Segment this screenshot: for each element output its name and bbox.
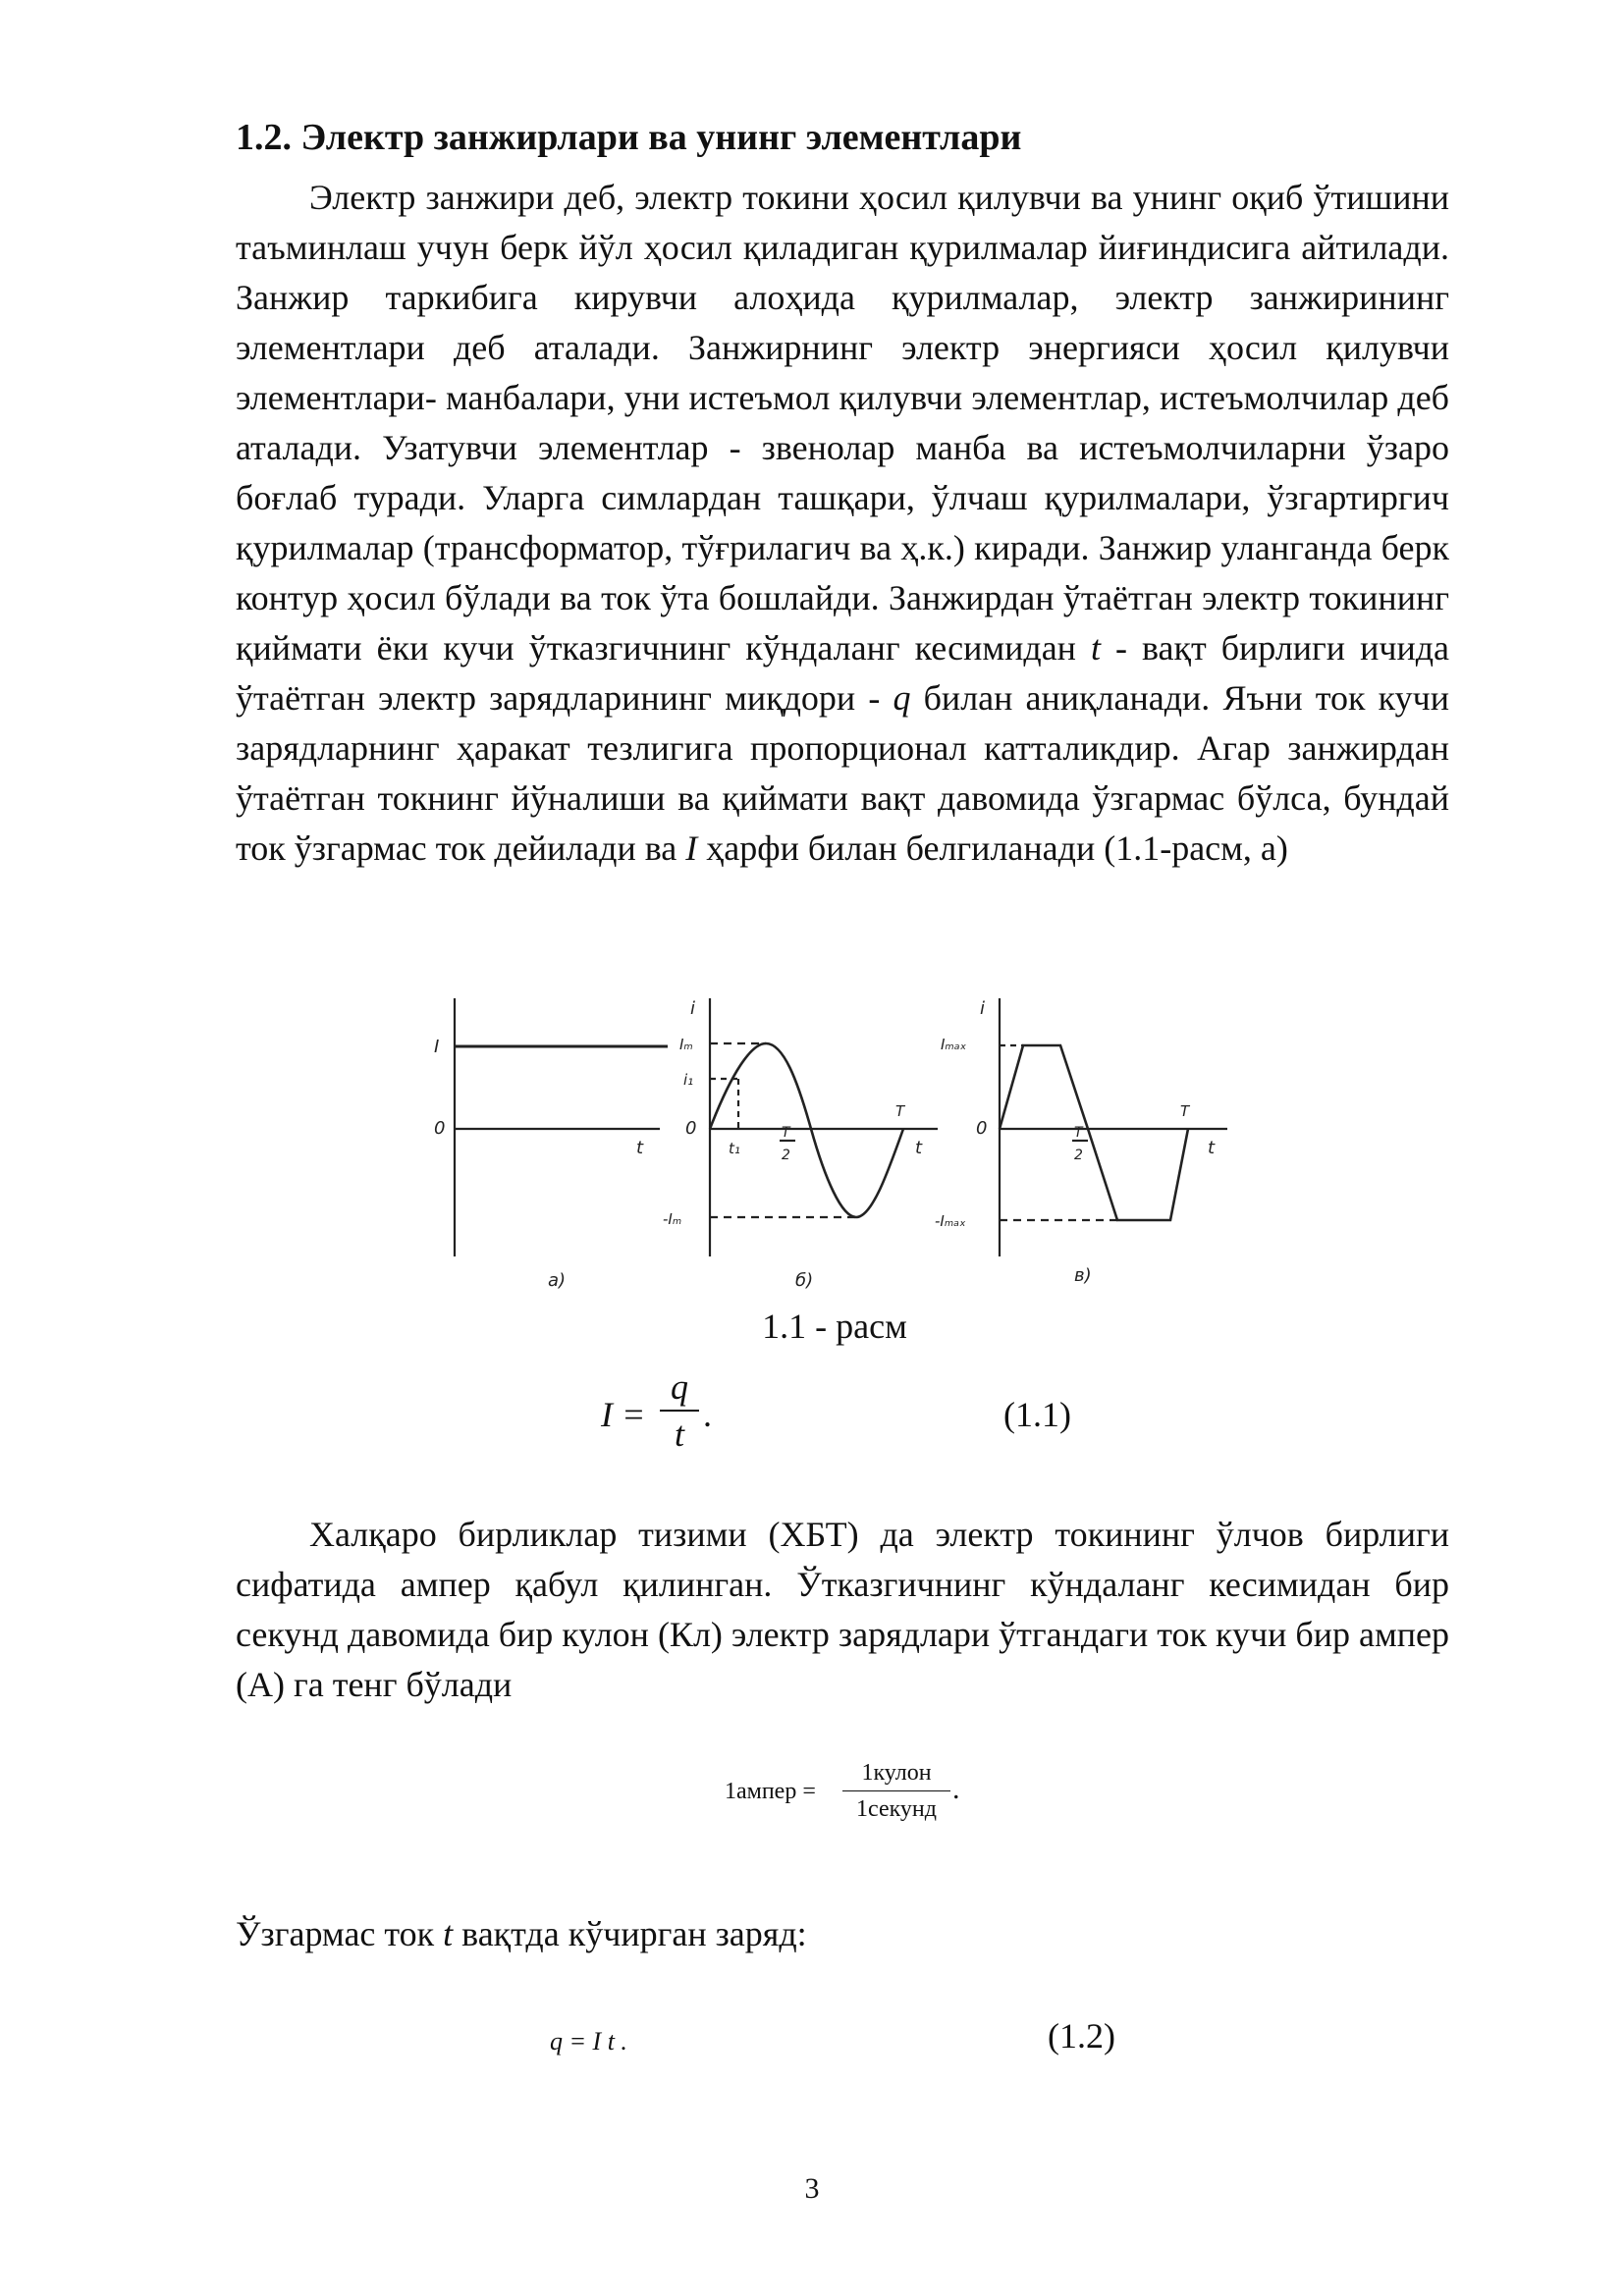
- c-Imax-label: Iₘₐₓ: [941, 1036, 967, 1053]
- c-T-label: T: [1180, 1102, 1190, 1120]
- var-I: I: [685, 828, 698, 868]
- b-sine-wave: [710, 1043, 903, 1217]
- page-number: 3: [804, 2172, 820, 2205]
- b-i-label: i: [690, 998, 696, 1019]
- var-q: q: [893, 678, 911, 718]
- c-trapezoid-wave: [1000, 1045, 1188, 1220]
- para3-text-a: Ўзгармас ток: [236, 1914, 444, 1953]
- c-zero-label: 0: [976, 1118, 988, 1139]
- eqA-denominator: 1секунд: [856, 1796, 937, 1822]
- figure-caption: 1.1 - расм: [762, 1307, 907, 1346]
- para3-var-t: t: [443, 1914, 454, 1953]
- paragraph-si-unit: [236, 1510, 1449, 1710]
- equation-ampere: [725, 1757, 960, 1836]
- a-panel-label: а): [548, 1270, 567, 1291]
- eq1-fraction: [660, 1366, 699, 1455]
- c-panel-label: в): [1074, 1265, 1092, 1286]
- eq1-numerator: q: [671, 1367, 688, 1407]
- para3-text-b: вақтда кўчирган заряд:: [453, 1914, 807, 1953]
- c-T2-num: T: [1074, 1125, 1083, 1141]
- a-I-label: I: [434, 1037, 440, 1057]
- b-T2-den: 2: [782, 1148, 790, 1163]
- b-panel-label: б): [795, 1270, 814, 1291]
- para1-text-d: ҳарфи билан белгиланади (1.1-расм, а): [697, 828, 1288, 868]
- eqA-lhs: 1ампер =: [725, 1779, 816, 1804]
- current-waveforms-figure: [412, 987, 1257, 1301]
- para1-text-c: билан аниқланади. Яъни ток кучи зарядларнинг ҳаракат тезлигига пропорционал катталикдир. Агар занжирдан ўтаётган токнинг йўналиши ва қиймати вақт давомида ўзгармас бўлса, бундай ток ўзгармас ток дейилади ва: [236, 678, 1449, 868]
- eq1-denominator: t: [674, 1415, 684, 1454]
- eq1-dot: .: [703, 1395, 712, 1434]
- b-T2-num: T: [782, 1125, 790, 1141]
- paragraph-charge: [236, 1909, 1449, 1959]
- eq1-fraction-bar: [660, 1410, 699, 1412]
- a-t-label: t: [636, 1138, 644, 1158]
- c-t-label: t: [1208, 1138, 1216, 1158]
- paragraph-definition: [236, 173, 1449, 874]
- eqA-numerator: 1кулон: [861, 1760, 932, 1786]
- eqA-dot: .: [952, 1773, 960, 1805]
- a-zero-label: 0: [434, 1118, 446, 1139]
- b-t1-label: t₁: [729, 1140, 740, 1157]
- equation-1-1-number: (1.1): [1003, 1395, 1071, 1434]
- b-t-label: t: [915, 1138, 923, 1158]
- b-Im-label: Iₘ: [679, 1036, 693, 1053]
- eq1-lhs: I =: [601, 1395, 646, 1434]
- b-zero-label: 0: [685, 1118, 697, 1139]
- c-i-label: i: [980, 998, 986, 1019]
- para1-text: Электр занжири деб, электр токини ҳосил қилувчи ва унинг оқиб ўтишини таъминлаш учун берк йўл ҳосил қиладиган қурилмалар йиғиндисига айтилади. Занжир таркибига кирувчи алоҳида қурилмалар, электр занжирининг элементлари деб аталади. Занжирнинг электр энергияси ҳосил қилувчи элементлари- манбалари, уни истеъмол қилувчи элементлар, истеъмолчилар деб аталади. Узатувчи элементлар - звенолар манба ва истеъмолчиларни ўзаро боғлаб туради. Уларга симлардан ташқари, ўлчаш қурилмалари, ўзгартиргич қурилмалар (трансформатор, тўғрилагич ва ҳ.к.) киради. Занжир уланганда берк контур ҳосил бўлади ва ток ўта бошлайди. Занжирдан ўтаётган электр токининг қиймати ёки кучи ўтказгичнинг кўндаланг кесимидан: [236, 178, 1449, 667]
- eqA-fraction: [842, 1757, 950, 1825]
- figure-1-1: [412, 987, 1257, 1301]
- eqA-fraction-bar: [842, 1790, 950, 1791]
- equation-1-1: [601, 1366, 738, 1465]
- equation-1-2: q = I t .: [550, 2027, 627, 2056]
- c-negImax-label: -Iₘₐₓ: [935, 1212, 966, 1230]
- section-heading: 1.2. Электр занжирлари ва унинг элементлари: [236, 117, 1022, 158]
- b-negIm-label: -Iₘ: [663, 1210, 682, 1228]
- c-T2-den: 2: [1074, 1148, 1083, 1163]
- b-i1-label: i₁: [683, 1071, 694, 1089]
- equation-1-2-number: (1.2): [1048, 2016, 1115, 2056]
- para1-text-b: - вақт бирлиги ичида ўтаётган электр зарядларининг миқдори -: [236, 628, 1450, 718]
- para2-text: Халқаро бирликлар тизими (ХБТ) да электр токининг ўлчов бирлиги сифатида ампер қабул қилинган. Ўтказгичнинг кўндаланг кесимидан бир секунд давомида бир кулон (Кл) электр зарядлари ўтгандаги ток кучи бир ампер (А) га тенг бўлади: [236, 1515, 1449, 1704]
- var-t: t: [1090, 628, 1101, 667]
- b-T-label: T: [895, 1102, 905, 1120]
